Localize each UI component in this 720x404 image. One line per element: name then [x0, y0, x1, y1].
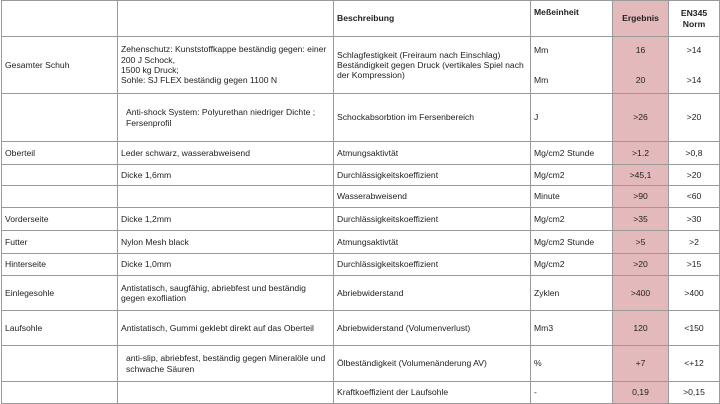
result-cell: >26 — [613, 94, 669, 142]
material-cell: Dicke 1,6mm — [118, 165, 334, 186]
description-cell: Durchlässigkeitskoeffizient — [334, 165, 531, 186]
unit-cell: Zyklen — [531, 276, 613, 311]
part-cell — [2, 382, 118, 404]
result-cell: >90 — [613, 186, 669, 208]
header-norm-line2: Norm — [682, 18, 706, 29]
result-cell: >5 — [613, 231, 669, 254]
unit-cell: Mg/cm2 Stunde — [531, 142, 613, 165]
unit-cell: Mg/cm2 — [531, 165, 613, 186]
description-cell: Atmungsaktivtät — [334, 142, 531, 165]
table-row — [2, 346, 720, 382]
part-cell: Oberteil — [2, 142, 118, 165]
result-value: 16 — [635, 45, 646, 55]
part-cell: Einlegesohle — [2, 276, 118, 311]
table-row — [2, 94, 720, 142]
part-cell: Gesamter Schuh — [2, 37, 118, 94]
table-row — [2, 142, 720, 165]
result-cell: >20 — [613, 254, 669, 276]
description-cell: Schockabsorbtion im Fersenbereich — [334, 94, 531, 142]
table-row — [2, 165, 720, 186]
norm-cell: >2 — [669, 231, 720, 254]
unit-value: Mm — [534, 45, 549, 55]
part-cell: Vorderseite — [2, 208, 118, 231]
description-cell: Kraftkoeffizient der Laufsohle — [334, 382, 531, 404]
result-cell — [613, 37, 669, 94]
description-cell: Durchlässigkeitskoeffizient — [334, 254, 531, 276]
norm-cell: <60 — [669, 186, 720, 208]
material-cell: Nylon Mesh black — [118, 231, 334, 254]
norm-value: >14 — [686, 45, 702, 55]
header-beschreibung: Beschreibung — [334, 1, 531, 37]
result-cell: +7 — [613, 346, 669, 382]
header-norm — [669, 1, 720, 37]
result-cell: 0,19 — [613, 382, 669, 404]
material-cell: anti-slip, abriebfest, beständig gegen Mineralöle und schwache Säuren — [118, 346, 334, 382]
result-cell: >35 — [613, 208, 669, 231]
material-cell: Antistatisch, saugfähig, abriebfest und beständig gegen exofliation — [118, 276, 334, 311]
part-cell: Laufsohle — [2, 311, 118, 346]
material-cell — [118, 186, 334, 208]
spec-table — [1, 0, 720, 404]
part-cell: Hinterseite — [2, 254, 118, 276]
norm-cell: >20 — [669, 165, 720, 186]
part-cell — [2, 165, 118, 186]
result-cell: 120 — [613, 311, 669, 346]
norm-cell: >20 — [669, 94, 720, 142]
norm-value: >14 — [686, 74, 702, 85]
part-cell — [2, 346, 118, 382]
description-cell: Atmungsaktivtät — [334, 231, 531, 254]
norm-cell: >0,8 — [669, 142, 720, 165]
header-part — [2, 1, 118, 37]
unit-cell: J — [531, 94, 613, 142]
table-row — [2, 186, 720, 208]
unit-cell: Minute — [531, 186, 613, 208]
table-row — [2, 254, 720, 276]
header-row — [2, 1, 720, 37]
table-row — [2, 276, 720, 311]
norm-cell: <150 — [669, 311, 720, 346]
unit-cell: Mg/cm2 — [531, 254, 613, 276]
unit-cell: Mm3 — [531, 311, 613, 346]
header-ergebnis: Ergebnis — [613, 1, 669, 37]
table-row — [2, 37, 720, 94]
norm-cell: <+12 — [669, 346, 720, 382]
result-cell: >45,1 — [613, 165, 669, 186]
part-cell — [2, 186, 118, 208]
header-material — [118, 1, 334, 37]
material-cell: Anti-shock System: Polyurethan niedriger Dichte ; Fersenprofil — [118, 94, 334, 142]
description-cell: Ölbeständigkeit (Volumenänderung AV) — [334, 346, 531, 382]
table-row — [2, 311, 720, 346]
description-cell: Abriebwiderstand — [334, 276, 531, 311]
unit-cell — [531, 37, 613, 94]
description-cell: Schlagfestigkeit (Freiraum nach Einschlag) Beständigkeit gegen Druck (vertikales Spiel nach der Kompression) — [334, 37, 531, 94]
result-value: 20 — [635, 74, 646, 85]
unit-cell: Mg/cm2 Stunde — [531, 231, 613, 254]
result-cell: >400 — [613, 276, 669, 311]
material-cell: Antistatisch, Gummi geklebt direkt auf das Oberteil — [118, 311, 334, 346]
part-cell — [2, 94, 118, 142]
norm-cell: >0,15 — [669, 382, 720, 404]
unit-cell: % — [531, 346, 613, 382]
material-cell — [118, 382, 334, 404]
material-cell: Dicke 1,2mm — [118, 208, 334, 231]
header-messeinheit: Meßeinheit — [531, 1, 613, 37]
unit-cell: Mg/cm2 — [531, 208, 613, 231]
table-row — [2, 231, 720, 254]
part-cell: Futter — [2, 231, 118, 254]
table-row — [2, 208, 720, 231]
norm-cell: >15 — [669, 254, 720, 276]
material-cell: Zehenschutz: Kunststoffkappe beständig gegen: einer 200 J Schock, 1500 kg Druck; Sohle: SJ FLEX beständig gegen 1100 N — [118, 37, 334, 94]
table-row — [2, 382, 720, 404]
material-cell: Dicke 1,0mm — [118, 254, 334, 276]
material-cell: Leder schwarz, wasserabweisend — [118, 142, 334, 165]
norm-cell: >30 — [669, 208, 720, 231]
result-cell: >1.2 — [613, 142, 669, 165]
header-norm-line1: EN345 — [680, 8, 708, 19]
description-cell: Durchlässigkeitskoeffizient — [334, 208, 531, 231]
unit-value: Mm — [534, 74, 549, 85]
description-cell: Abriebwiderstand (Volumenverlust) — [334, 311, 531, 346]
unit-cell: - — [531, 382, 613, 404]
norm-cell — [669, 37, 720, 94]
description-cell: Wasserabweisend — [334, 186, 531, 208]
norm-cell: >400 — [669, 276, 720, 311]
